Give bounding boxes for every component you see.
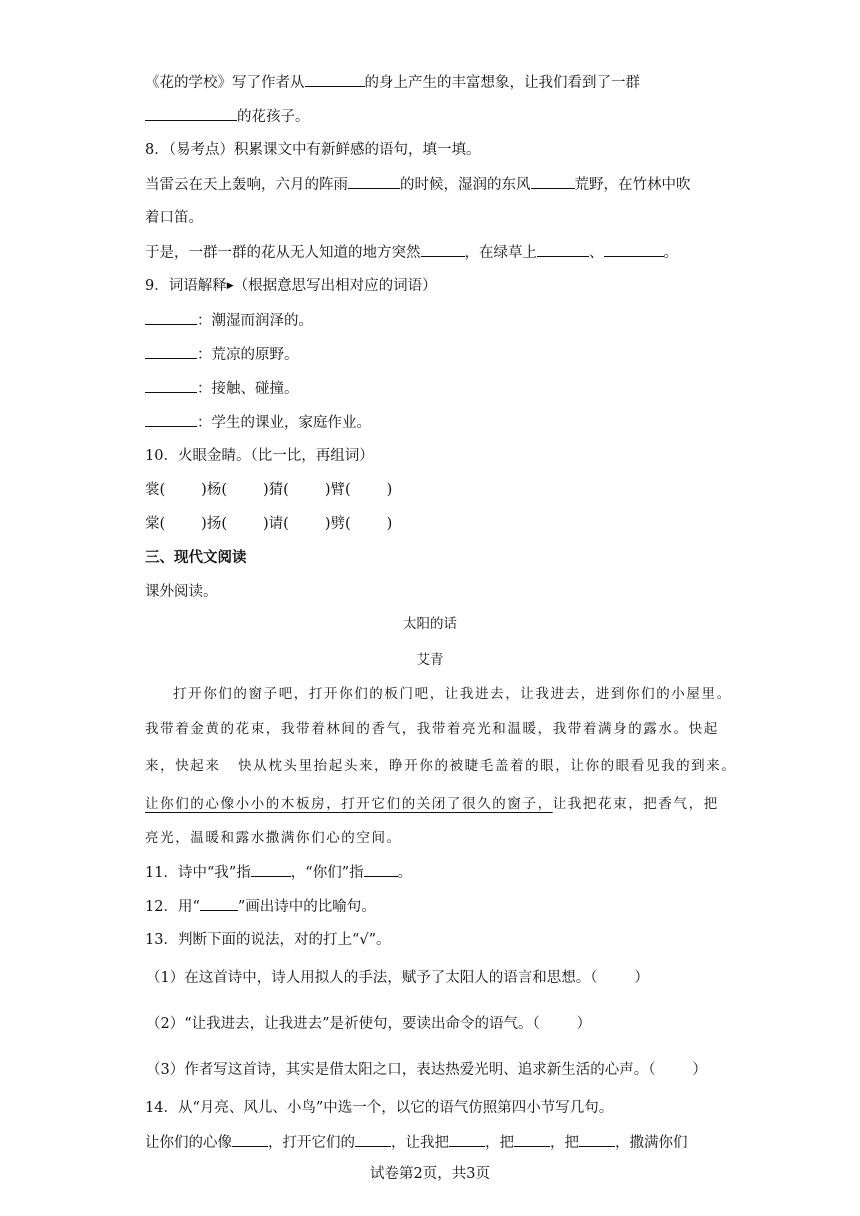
q10-row-1 — [145, 480, 392, 500]
answer-blank[interactable] — [145, 378, 197, 393]
answer-blank[interactable] — [348, 174, 400, 189]
q9-definition: ：荒凉的原野。 — [197, 347, 299, 363]
q10-char: )杨( — [201, 482, 227, 498]
q9-item-4 — [145, 412, 371, 433]
q8-line-3 — [145, 242, 678, 263]
q11-text-b: ，“你们”指 — [290, 865, 364, 881]
q10-char: 棠( — [145, 516, 166, 532]
q9-definition: ：潮湿而润泽的。 — [197, 313, 313, 329]
q12-text-b: ”画出诗中的比喻句。 — [237, 899, 376, 915]
q10-char: )猜( — [263, 482, 289, 498]
q14-text: ，让我把 — [391, 1135, 449, 1151]
poem-line-4-rest: 让我把花束，把香气，把 — [552, 796, 719, 812]
q9-definition: ：学生的课业，家庭作业。 — [197, 415, 371, 431]
q10-char: ) — [386, 516, 393, 532]
triangle-right-icon: ▶ — [226, 281, 234, 291]
q14-text: ，把 — [550, 1135, 579, 1151]
section-heading: 三、现代文阅读 — [145, 549, 247, 566]
q8-text-d: 于是，一群一群的花从无人知道的地方突然 — [145, 245, 421, 261]
q10-char: ) — [386, 482, 393, 498]
q11 — [145, 862, 412, 883]
q8-text-a: 当雷云在天上轰响，六月的阵雨 — [145, 177, 348, 193]
q7-line-1 — [145, 72, 640, 93]
answer-blank[interactable] — [305, 72, 365, 87]
underline-sample — [200, 896, 238, 911]
q8-line-1 — [145, 174, 691, 195]
q10-char: 裳( — [145, 482, 166, 498]
q8-title: 8．（易考点）积累课文中有新鲜感的语句，填一填。 — [145, 142, 481, 158]
q8-text-e: ，在绿草上 — [464, 245, 537, 261]
q14-text: ，把 — [485, 1135, 514, 1151]
answer-blank[interactable] — [145, 344, 197, 359]
answer-blank[interactable] — [364, 862, 398, 877]
answer-blank[interactable] — [232, 1132, 268, 1147]
q9-item-3 — [145, 378, 299, 399]
q13-item-3[interactable]: （3）作者写这首诗，其实是借太阳之口，表达热爱光明、追求新生活的心声。（ ） — [146, 1062, 707, 1078]
q10-row-2 — [145, 514, 392, 534]
q10-char: )扬( — [201, 516, 227, 532]
q14-line — [145, 1132, 688, 1153]
answer-blank[interactable] — [421, 242, 465, 257]
q8-text-f: 、 — [589, 245, 604, 261]
q9-title-text: 9．词语解释 — [145, 278, 227, 294]
q9-title — [145, 276, 437, 296]
q13-item-2[interactable]: （2）“让我进去，让我进去”是祈使句，要读出命令的语气。（ ） — [146, 1016, 592, 1032]
poem-title: 太阳的话 — [403, 616, 457, 632]
answer-blank[interactable] — [537, 242, 589, 257]
q9-item-1 — [145, 310, 313, 331]
q14-title: 14．从“月亮、风儿、小鸟”中选一个，以它的语气仿照第四小节写几句。 — [145, 1100, 614, 1116]
q8-text-c: 荒野，在竹林中吹 — [574, 177, 691, 193]
q7-text-c: 的花孩子。 — [237, 109, 310, 125]
poem-line-5: 亮光，温暖和露水撒满你们心的空间。 — [145, 830, 402, 846]
poem-line-1: 打开你们的窗子吧，打开你们的板门吧，让我进去，让我进去，进到你们的小屋里。 — [173, 686, 732, 702]
answer-blank[interactable] — [251, 862, 291, 877]
q8-text-b: 的时候，湿润的东风 — [400, 177, 531, 193]
poem-line-3: 来，快起来 快从枕头里抬起头来，睁开你的被睫毛盖着的眼，让你的眼看见我的到来。 — [145, 758, 737, 774]
q8-text-g: 。 — [663, 245, 678, 261]
answer-blank[interactable] — [449, 1132, 485, 1147]
poem-author: 艾青 — [416, 652, 444, 668]
q13-title: 13．判断下面的说法，对的打上“√”。 — [145, 932, 391, 948]
q14-text: ，打开它们的 — [268, 1135, 355, 1151]
q14-text: ，撒满你们 — [615, 1135, 688, 1151]
page-footer: 试卷第2页，共3页 — [370, 1166, 490, 1182]
answer-blank[interactable] — [579, 1132, 615, 1147]
answer-blank[interactable] — [145, 412, 197, 427]
poem-line-4 — [145, 794, 719, 814]
q12-text-a: 12．用“ — [145, 899, 200, 915]
q10-char: )劈( — [324, 516, 351, 532]
answer-blank[interactable] — [531, 174, 575, 189]
q8-line-2: 着口笛。 — [145, 210, 203, 226]
q10-char: )请( — [263, 516, 289, 532]
section-intro: 课外阅读。 — [145, 584, 218, 600]
q10-char: )臂( — [324, 482, 351, 498]
q12 — [145, 896, 376, 917]
q7-text-b: 的身上产生的丰富想象，让我们看到了一群 — [364, 75, 640, 91]
q11-text-a: 11．诗中“我”指 — [145, 865, 251, 881]
q7-line-2 — [145, 106, 310, 127]
q14-text: 让你们的心像 — [145, 1135, 232, 1151]
answer-blank[interactable] — [145, 106, 237, 121]
q9-definition: ：接触、碰撞。 — [197, 381, 299, 397]
q9-item-2 — [145, 344, 299, 365]
q11-text-c: 。 — [397, 865, 413, 881]
answer-blank[interactable] — [604, 242, 664, 257]
q7-text-a: 《花的学校》写了作者从 — [145, 75, 305, 91]
q10-title: 10．火眼金睛。（比一比，再组词） — [145, 448, 374, 464]
answer-blank[interactable] — [355, 1132, 391, 1147]
q13-item-1[interactable]: （1）在这首诗中，诗人用拟人的手法，赋予了太阳人的语言和思想。（ ） — [146, 970, 649, 986]
q9-title-hint: （根据意思写出相对应的词语） — [233, 278, 437, 294]
metaphor-sentence: 让你们的心像小小的木板房，打开它们的关闭了很久的窗子， — [145, 796, 553, 812]
poem-line-2: 我带着金黄的花束，我带着林间的香气，我带着亮光和温暖，我带着满身的露水。快起 — [145, 721, 719, 737]
answer-blank[interactable] — [145, 310, 197, 325]
answer-blank[interactable] — [514, 1132, 550, 1147]
